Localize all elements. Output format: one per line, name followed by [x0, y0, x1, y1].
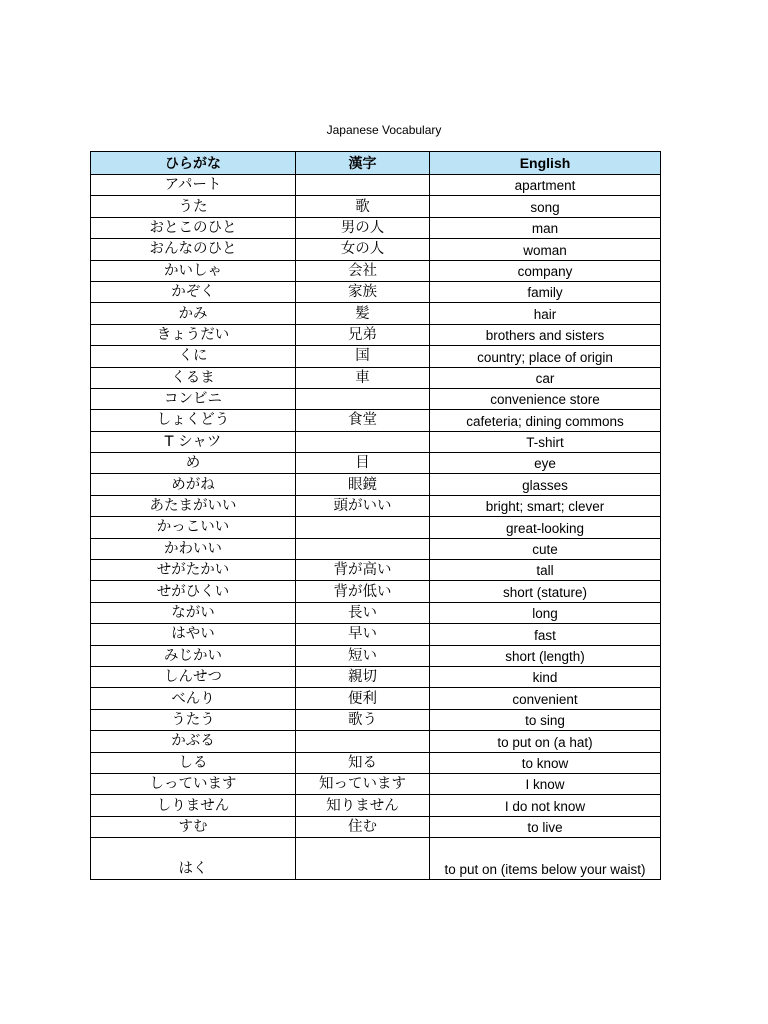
hiragana-cell: T シャツ	[91, 431, 296, 452]
kanji-cell: 親切	[296, 666, 430, 687]
kanji-cell	[296, 431, 430, 452]
document-title: Japanese Vocabulary	[326, 123, 442, 137]
table-header-row	[91, 152, 661, 175]
hiragana-cell: しょくどう	[91, 410, 296, 431]
table-row	[91, 773, 661, 794]
english-cell: convenient	[430, 688, 661, 709]
english-cell: short (stature)	[430, 581, 661, 602]
table-row	[91, 324, 661, 345]
table-row	[91, 239, 661, 260]
hiragana-cell: うたう	[91, 709, 296, 730]
english-cell: to put on (a hat)	[430, 731, 661, 752]
hiragana-cell: アパート	[91, 175, 296, 196]
table-row	[91, 795, 661, 816]
kanji-cell: 眼鏡	[296, 474, 430, 495]
hiragana-cell: せがひくい	[91, 581, 296, 602]
table-row	[91, 709, 661, 730]
kanji-cell	[296, 731, 430, 752]
hiragana-cell: しりません	[91, 795, 296, 816]
kanji-cell: 目	[296, 453, 430, 474]
kanji-cell	[296, 175, 430, 196]
english-cell: car	[430, 367, 661, 388]
english-cell: to know	[430, 752, 661, 773]
kanji-cell: 食堂	[296, 410, 430, 431]
english-cell: great-looking	[430, 517, 661, 538]
kanji-cell: 長い	[296, 602, 430, 623]
english-cell: T-shirt	[430, 431, 661, 452]
table-row	[91, 731, 661, 752]
table-row	[91, 346, 661, 367]
table-row	[91, 645, 661, 666]
hiragana-cell: はく	[91, 838, 296, 880]
kanji-cell	[296, 517, 430, 538]
english-cell: eye	[430, 453, 661, 474]
table-row	[91, 624, 661, 645]
vocabulary-table-body	[91, 175, 661, 880]
hiragana-cell: め	[91, 453, 296, 474]
kanji-cell: 短い	[296, 645, 430, 666]
english-cell: kind	[430, 666, 661, 687]
kanji-cell	[296, 388, 430, 409]
hiragana-cell: かぞく	[91, 281, 296, 302]
english-cell: cafeteria; dining commons	[430, 410, 661, 431]
english-cell: tall	[430, 560, 661, 581]
table-row	[91, 431, 661, 452]
english-cell: I know	[430, 773, 661, 794]
hiragana-cell: べんり	[91, 688, 296, 709]
table-row	[91, 217, 661, 238]
header-hiragana: ひらがな	[91, 152, 296, 175]
hiragana-cell: せがたかい	[91, 560, 296, 581]
table-row	[91, 838, 661, 880]
hiragana-cell: めがね	[91, 474, 296, 495]
hiragana-cell: しんせつ	[91, 666, 296, 687]
english-cell: bright; smart; clever	[430, 495, 661, 516]
hiragana-cell: うた	[91, 196, 296, 217]
hiragana-cell: はやい	[91, 624, 296, 645]
table-row	[91, 474, 661, 495]
kanji-cell: 会社	[296, 260, 430, 281]
table-row	[91, 666, 661, 687]
table-row	[91, 281, 661, 302]
table-row	[91, 581, 661, 602]
kanji-cell: 便利	[296, 688, 430, 709]
table-row	[91, 260, 661, 281]
kanji-cell: 歌	[296, 196, 430, 217]
hiragana-cell: ながい	[91, 602, 296, 623]
hiragana-cell: くるま	[91, 367, 296, 388]
hiragana-cell: かいしゃ	[91, 260, 296, 281]
english-cell: country; place of origin	[430, 346, 661, 367]
hiragana-cell: おとこのひと	[91, 217, 296, 238]
english-cell: to sing	[430, 709, 661, 730]
kanji-cell: 知っています	[296, 773, 430, 794]
table-row	[91, 602, 661, 623]
header-english: English	[430, 152, 661, 175]
kanji-cell: 知る	[296, 752, 430, 773]
hiragana-cell: かっこいい	[91, 517, 296, 538]
kanji-cell: 男の人	[296, 217, 430, 238]
english-cell: man	[430, 217, 661, 238]
english-cell: fast	[430, 624, 661, 645]
kanji-cell: 兄弟	[296, 324, 430, 345]
hiragana-cell: あたまがいい	[91, 495, 296, 516]
kanji-cell: 国	[296, 346, 430, 367]
vocabulary-table	[90, 151, 661, 880]
english-cell: brothers and sisters	[430, 324, 661, 345]
kanji-cell: 歌う	[296, 709, 430, 730]
table-row	[91, 495, 661, 516]
table-row	[91, 560, 661, 581]
hiragana-cell: かわいい	[91, 538, 296, 559]
kanji-cell: 住む	[296, 816, 430, 837]
hiragana-cell: コンビニ	[91, 388, 296, 409]
hiragana-cell: しっています	[91, 773, 296, 794]
english-cell: company	[430, 260, 661, 281]
hiragana-cell: くに	[91, 346, 296, 367]
kanji-cell: 早い	[296, 624, 430, 645]
kanji-cell: 知りません	[296, 795, 430, 816]
english-cell: family	[430, 281, 661, 302]
english-cell: short (length)	[430, 645, 661, 666]
english-cell: woman	[430, 239, 661, 260]
english-cell: to put on (items below your waist)	[430, 838, 661, 880]
english-cell: long	[430, 602, 661, 623]
english-cell: to live	[430, 816, 661, 837]
kanji-cell: 家族	[296, 281, 430, 302]
table-row	[91, 688, 661, 709]
english-cell: song	[430, 196, 661, 217]
header-kanji: 漢字	[296, 152, 430, 175]
english-cell: apartment	[430, 175, 661, 196]
kanji-cell: 背が低い	[296, 581, 430, 602]
hiragana-cell: きょうだい	[91, 324, 296, 345]
hiragana-cell: かみ	[91, 303, 296, 324]
table-row	[91, 517, 661, 538]
english-cell: glasses	[430, 474, 661, 495]
hiragana-cell: しる	[91, 752, 296, 773]
kanji-cell	[296, 838, 430, 880]
english-cell: cute	[430, 538, 661, 559]
table-row	[91, 752, 661, 773]
table-row	[91, 388, 661, 409]
hiragana-cell: おんなのひと	[91, 239, 296, 260]
table-row	[91, 816, 661, 837]
table-row	[91, 453, 661, 474]
kanji-cell: 頭がいい	[296, 495, 430, 516]
kanji-cell: 髪	[296, 303, 430, 324]
kanji-cell: 背が高い	[296, 560, 430, 581]
table-row	[91, 303, 661, 324]
english-cell: I do not know	[430, 795, 661, 816]
kanji-cell	[296, 538, 430, 559]
kanji-cell: 女の人	[296, 239, 430, 260]
table-row	[91, 367, 661, 388]
table-row	[91, 410, 661, 431]
hiragana-cell: かぶる	[91, 731, 296, 752]
hiragana-cell: すむ	[91, 816, 296, 837]
english-cell: convenience store	[430, 388, 661, 409]
kanji-cell: 車	[296, 367, 430, 388]
table-row	[91, 175, 661, 196]
table-row	[91, 196, 661, 217]
english-cell: hair	[430, 303, 661, 324]
table-row	[91, 538, 661, 559]
hiragana-cell: みじかい	[91, 645, 296, 666]
